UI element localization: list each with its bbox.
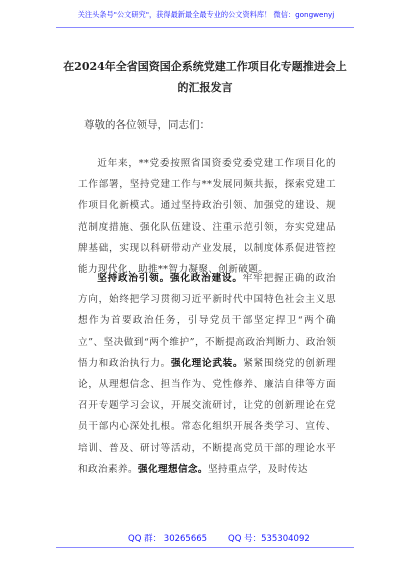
footer-divider bbox=[56, 547, 354, 548]
salutation: 尊敬的各位领导，同志们： bbox=[84, 119, 210, 131]
section-text: 紧紧围绕党的创新理论，从理想信念、担当作为、党性修养、廉洁自律等方面召开专题学习会议，开展交流研讨，让党的创新理论在党员干部内心深处扎根。常态化组织开展各类学习、宣传、培训、普及、研讨等活动，不断提高党员干部的理论水平和政治素养。 bbox=[78, 357, 336, 475]
section-heading: 坚持政治引领。强化政治建设。 bbox=[97, 273, 243, 284]
section-text: 牢牢把握正确的政治方向，始终把学习贯彻习近平新时代中国特色社会主义思想作为首要政治任务，引导党员干部坚定捍卫“两个确立”、坚决做到“两个维护”，不断提高政治判断力、政治领悟力和政治执行力。 bbox=[78, 273, 336, 369]
section-subheading: 强化理想信念。 bbox=[137, 463, 208, 475]
paragraph-political-leadership bbox=[78, 268, 336, 480]
section-text: 坚持重点学，及时传达 bbox=[207, 463, 308, 475]
qq-group-number: QQ 群： 30265665 bbox=[128, 534, 208, 544]
paragraph-intro: 近年来，**党委按照省国资委党委党建工作项目化的工作部署，坚持党建工作与**发展同频共振，探索党建工作项目化新模式。通过坚持政治引领、加强党的建设、规范制度措施、强化队伍建设、注重示范引领，夯实党建品牌基础，实现以科研带动产业发展，以制度体系促进管控能力现代化，助推**智力凝聚、创新破题。 bbox=[78, 158, 336, 276]
section-subheading: 强化理论武装。 bbox=[171, 357, 244, 369]
footer-contact bbox=[0, 532, 408, 546]
qq-account-number: QQ 号：535304092 bbox=[228, 534, 310, 544]
document-title bbox=[40, 56, 370, 98]
header-banner: 关注头条号"公文研究"，获得最新最全最专业的公文资料库！ 微信：gongwenyj bbox=[77, 10, 335, 19]
title-line-2: 的汇报发言 bbox=[177, 81, 233, 94]
title-line-1: 在2024年全省国资国企系统党建工作项目化专题推进会上 bbox=[63, 60, 347, 73]
header-divider bbox=[56, 27, 354, 28]
